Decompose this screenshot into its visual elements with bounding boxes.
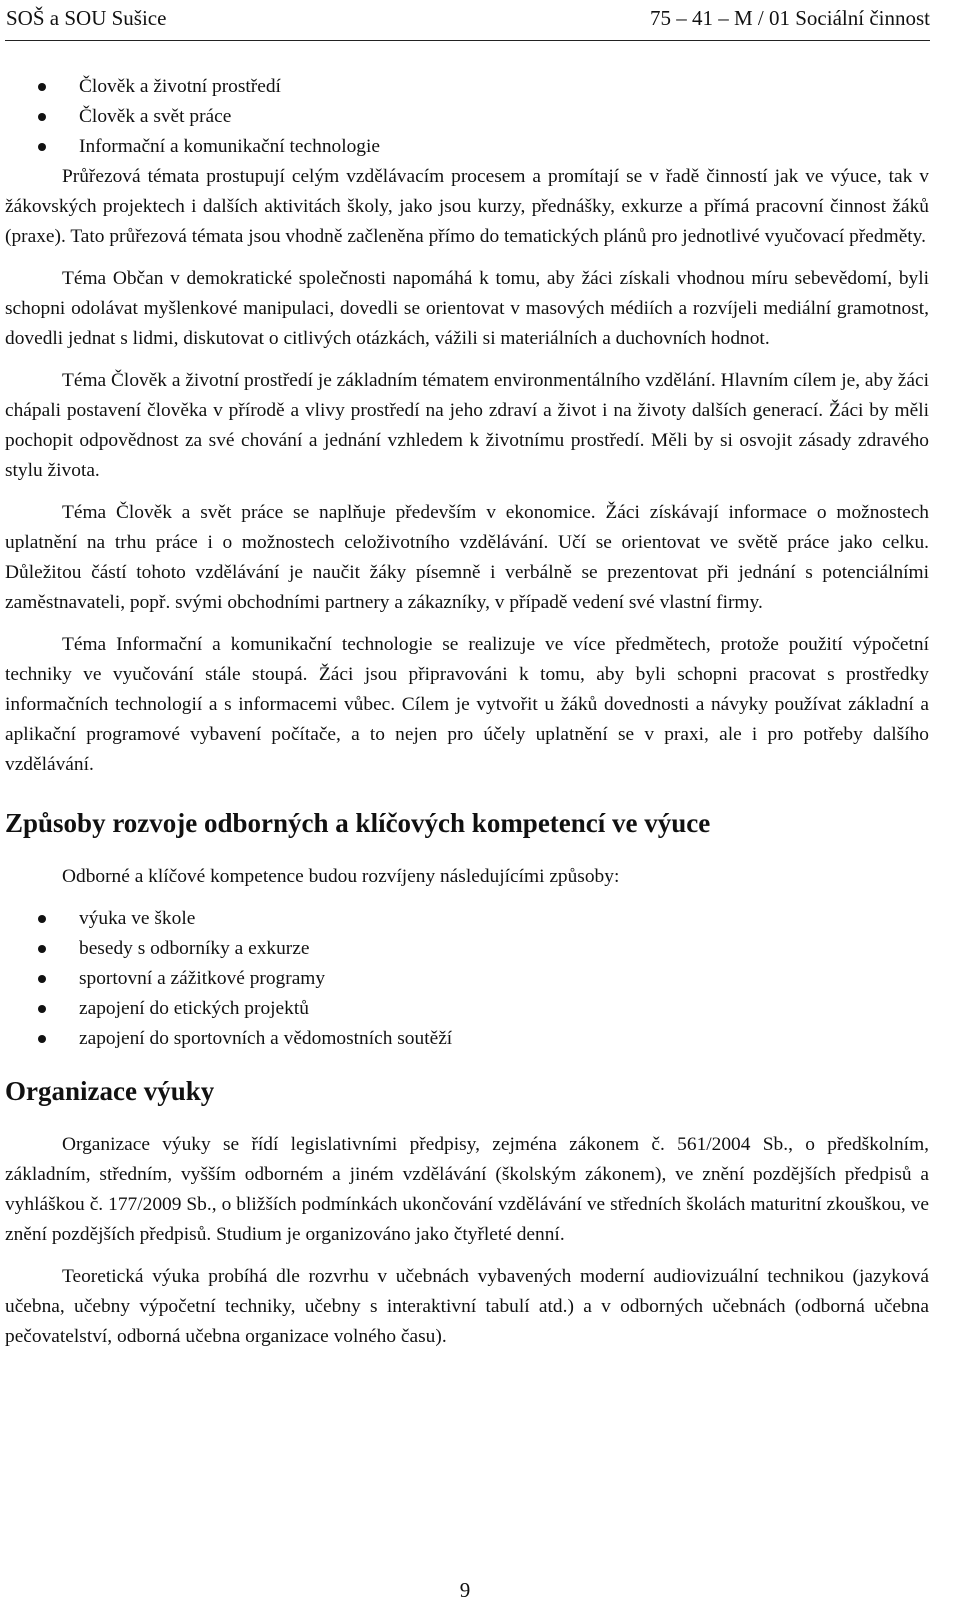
list-item [5, 72, 929, 102]
list-item [5, 132, 929, 162]
list-item-text: besedy s odborníky a exkurze [79, 938, 310, 959]
paragraph-organization-legal: Organizace výuky se řídí legislativními předpisy, zejména zákonem č. 561/2004 Sb., o předškolním, základním, středním, vyšším odborném a jiném vzdělávání (školským zákonem), ve znění pozdějších předpisů a vyhláškou č. 177/2009 Sb., o bližších podmínkách ukončování vzdělávání ve středních školách maturitní zkouškou, ve znění pozdějších předpisů. Studium je organizováno jako čtyřleté denní. [5, 1134, 929, 1245]
paragraph-environment-topic: Téma Člověk a životní prostředí je základním tématem environmentálního vzdělání. Hlavním cílem je, aby žáci chápali postavení člověka v přírodě a vlivy prostředí na jeho zdraví a život i na životy dalších generací. Žáci by měli pochopit odpovědnost za své chování a jednání vzhledem k životnímu prostředí. Měli by si osvojit zásady zdravého stylu života. [5, 370, 929, 481]
paragraph-organization-teaching: Teoretická výuka probíhá dle rozvrhu v učebnách vybavených moderní audiovizuální technikou (jazyková učebna, učebny výpočetní techniky, učebny s interaktivní tabulí atd.) a v odborných učebnách (odborná učebna pečovatelství, odborná učebna organizace volného času). [5, 1266, 929, 1347]
page-number: 9 [459, 1578, 471, 1602]
list-item-text: zapojení do etických projektů [79, 998, 309, 1019]
header-program-code: 75 – 41 – M / 01 Sociální činnost [650, 6, 930, 30]
list-item [5, 934, 929, 964]
paragraph-citizen-topic: Téma Občan v demokratické společnosti napomáhá k tomu, aby žáci získali vhodnou míru sebevědomí, byli schopni odolávat myšlenkové manipulaci, dovedli se orientovat v masových médiích a rozvíjeli mediální gramotnost, dovedli jednat s lidmi, diskutovat o citlivých otázkách, vážili si materiálních a duchovních hodnot. [5, 268, 929, 349]
competences-intro: Odborné a klíčové kompetence budou rozvíjeny následujícími způsoby: [62, 866, 620, 887]
header-divider [5, 40, 930, 41]
list-item-text: Člověk a svět práce [79, 106, 232, 127]
bullet-icon [38, 975, 46, 983]
competences-list [5, 904, 929, 1054]
crosscutting-topics-list [5, 72, 929, 162]
paragraph-ict-topic: Téma Informační a komunikační technologie se realizuje ve více předmětech, protože použití výpočetní techniky ve vyučování stále stoupá. Žáci jsou připravováni k tomu, aby byli schopni pracovat s prostředky informačních technologií a s informacemi vůbec. Cílem je vytvořit u žáků dovednosti a návyky používat základní a aplikační programové vybavení počítače, a to nejen pro účely uplatnění se v praxi, ale i pro potřeby dalšího vzdělávání. [5, 634, 929, 775]
list-item-text: Informační a komunikační technologie [79, 136, 380, 157]
list-item-text: Člověk a životní prostředí [79, 76, 281, 97]
list-item-text: zapojení do sportovních a vědomostních soutěží [79, 1028, 453, 1049]
bullet-icon [38, 143, 46, 151]
list-item [5, 102, 929, 132]
list-item [5, 904, 929, 934]
bullet-icon [38, 1035, 46, 1043]
list-item [5, 994, 929, 1024]
paragraph-work-topic: Téma Člověk a svět práce se naplňuje především v ekonomice. Žáci získávají informace o možnostech uplatnění na trhu práce i o možnostech celoživotního vzdělávání. Učí se orientovat ve světě práce jako celku. Důležitou částí tohoto vzdělávání je naučit žáky písemně i verbálně se prezentovat při jednání s potenciálními zaměstnavateli, popř. svými obchodními partnery a zákazníky, v případě vedení své vlastní firmy. [5, 502, 929, 613]
list-item [5, 1024, 929, 1054]
list-item [5, 964, 929, 994]
bullet-icon [38, 83, 46, 91]
bullet-icon [38, 113, 46, 121]
header-school-name: SOŠ a SOU Sušice [6, 6, 167, 30]
bullet-icon [38, 915, 46, 923]
document-body [5, 72, 929, 1352]
section-heading-competences: Způsoby rozvoje odborných a klíčových kompetencí ve výuce [5, 808, 711, 838]
section-heading-organization: Organizace výuky [5, 1076, 215, 1106]
bullet-icon [38, 945, 46, 953]
list-item-text: výuka ve škole [79, 908, 196, 929]
page-header [0, 6, 930, 36]
paragraph-crosscutting-intro: Průřezová témata prostupují celým vzdělávacím procesem a promítají se v řadě činností jak ve výuce, tak v žákovských projektech i dalších aktivitách školy, jako jsou kurzy, přednášky, exkurze a přímá pracovní činnost žáků (praxe). Tato průřezová témata jsou vhodně začleněna přímo do tematických plánů pro jednotlivé vyučovací předměty. [5, 166, 929, 247]
list-item-text: sportovní a zážitkové programy [79, 968, 326, 989]
bullet-icon [38, 1005, 46, 1013]
